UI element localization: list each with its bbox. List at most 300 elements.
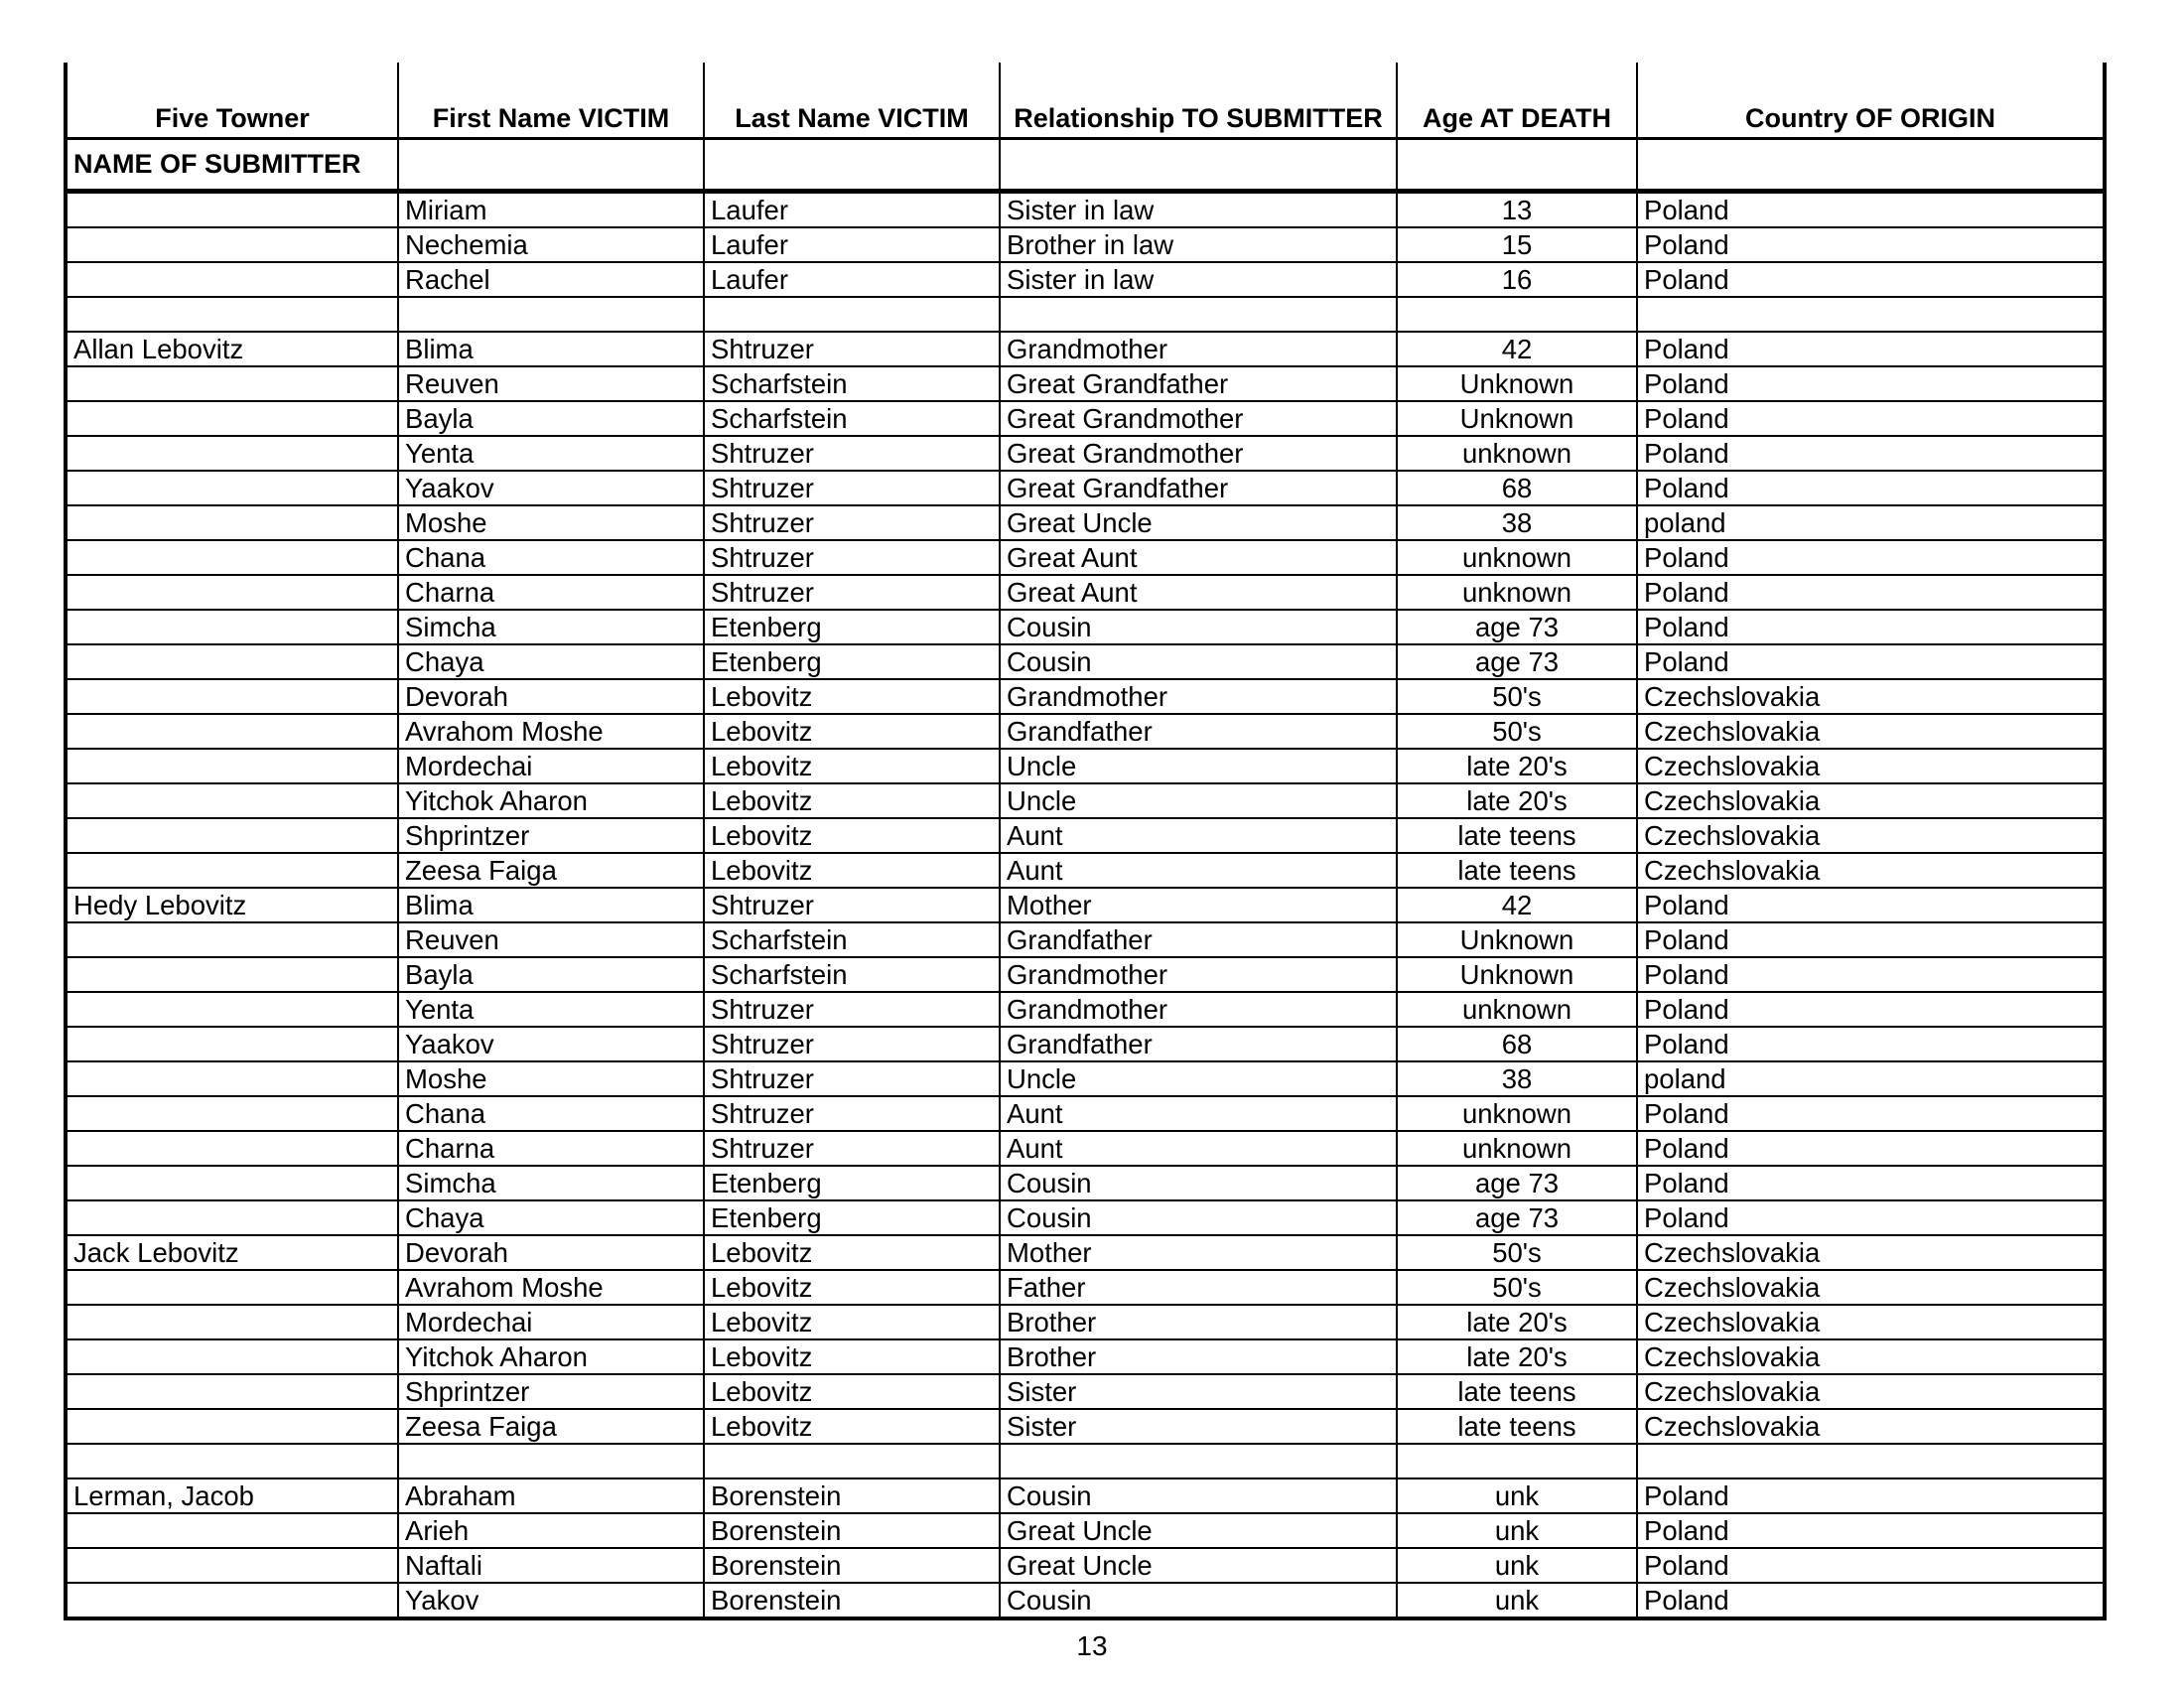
- last-name-cell: Shtruzer: [704, 505, 1000, 540]
- relationship-cell: Great Uncle: [1000, 1513, 1397, 1548]
- first-name-cell: Charna: [398, 575, 704, 610]
- age-cell: late 20's: [1397, 1305, 1637, 1339]
- table-row: [66, 1409, 2105, 1444]
- relationship-cell: Aunt: [1000, 853, 1397, 888]
- submitter-cell: Allan Lebovitz: [66, 332, 398, 366]
- relationship-cell: Grandmother: [1000, 992, 1397, 1027]
- relationship-cell: Brother in law: [1000, 227, 1397, 262]
- first-name-cell: Reuven: [398, 366, 704, 401]
- country-cell: Poland: [1637, 992, 2105, 1027]
- country-cell: [1637, 1444, 2105, 1478]
- age-cell: 38: [1397, 1061, 1637, 1096]
- submitter-cell: [66, 471, 398, 505]
- last-name-cell: Borenstein: [704, 1583, 1000, 1618]
- age-cell: 13: [1397, 192, 1637, 228]
- first-name-cell: Moshe: [398, 505, 704, 540]
- age-cell: Unknown: [1397, 366, 1637, 401]
- header-first-name: First Name VICTIM: [398, 63, 704, 139]
- first-name-cell: Chana: [398, 1096, 704, 1131]
- table-row: [66, 749, 2105, 783]
- relationship-cell: Grandmother: [1000, 957, 1397, 992]
- first-name-cell: [398, 297, 704, 332]
- header-name-of-submitter: NAME OF SUBMITTER: [66, 139, 398, 192]
- relationship-cell: Sister in law: [1000, 192, 1397, 228]
- table-row: [66, 853, 2105, 888]
- table-row: [66, 1027, 2105, 1061]
- submitter-cell: [66, 644, 398, 679]
- submitter-cell: [66, 1200, 398, 1235]
- table-row: [66, 332, 2105, 366]
- header-blank-cell: [1637, 139, 2105, 192]
- last-name-cell: Shtruzer: [704, 1061, 1000, 1096]
- first-name-cell: Reuven: [398, 922, 704, 957]
- table-row: [66, 992, 2105, 1027]
- first-name-cell: Nechemia: [398, 227, 704, 262]
- first-name-cell: Mordechai: [398, 1305, 704, 1339]
- last-name-cell: Lebovitz: [704, 679, 1000, 714]
- table-row: [66, 1305, 2105, 1339]
- last-name-cell: Etenberg: [704, 1200, 1000, 1235]
- first-name-cell: Blima: [398, 888, 704, 922]
- last-name-cell: Lebovitz: [704, 1305, 1000, 1339]
- country-cell: Czechslovakia: [1637, 783, 2105, 818]
- age-cell: unknown: [1397, 436, 1637, 471]
- table-row: [66, 1200, 2105, 1235]
- last-name-cell: Shtruzer: [704, 888, 1000, 922]
- table-row: [66, 505, 2105, 540]
- first-name-cell: Simcha: [398, 1166, 704, 1200]
- first-name-cell: Yaakov: [398, 1027, 704, 1061]
- country-cell: Czechslovakia: [1637, 853, 2105, 888]
- country-cell: Czechslovakia: [1637, 1305, 2105, 1339]
- relationship-cell: Grandmother: [1000, 679, 1397, 714]
- table-row: [66, 1548, 2105, 1583]
- header-blank-cell: [704, 139, 1000, 192]
- submitter-cell: [66, 192, 398, 228]
- relationship-cell: Great Grandfather: [1000, 366, 1397, 401]
- age-cell: 15: [1397, 227, 1637, 262]
- relationship-cell: Aunt: [1000, 818, 1397, 853]
- submitter-cell: [66, 714, 398, 749]
- country-cell: Czechslovakia: [1637, 714, 2105, 749]
- first-name-cell: Charna: [398, 1131, 704, 1166]
- submitter-cell: [66, 1409, 398, 1444]
- country-cell: Poland: [1637, 1548, 2105, 1583]
- submitter-cell: [66, 227, 398, 262]
- country-cell: Poland: [1637, 1096, 2105, 1131]
- relationship-cell: Mother: [1000, 1235, 1397, 1270]
- country-cell: Czechslovakia: [1637, 1339, 2105, 1374]
- last-name-cell: Shtruzer: [704, 575, 1000, 610]
- age-cell: late teens: [1397, 1409, 1637, 1444]
- header-blank-cell: [1397, 139, 1637, 192]
- header-blank-cell: [398, 139, 704, 192]
- first-name-cell: Bayla: [398, 957, 704, 992]
- first-name-cell: Yenta: [398, 436, 704, 471]
- table-row: [66, 401, 2105, 436]
- first-name-cell: Blima: [398, 332, 704, 366]
- country-cell: Poland: [1637, 1027, 2105, 1061]
- header-country: Country OF ORIGIN: [1637, 63, 2105, 139]
- table-row: [66, 540, 2105, 575]
- age-cell: late teens: [1397, 1374, 1637, 1409]
- submitter-cell: [66, 922, 398, 957]
- first-name-cell: Yaakov: [398, 471, 704, 505]
- table-row: [66, 644, 2105, 679]
- table-row: [66, 1478, 2105, 1513]
- age-cell: 50's: [1397, 1235, 1637, 1270]
- relationship-cell: Cousin: [1000, 1583, 1397, 1618]
- submitter-cell: [66, 1583, 398, 1618]
- table-row: [66, 783, 2105, 818]
- submitter-cell: [66, 1096, 398, 1131]
- last-name-cell: Borenstein: [704, 1513, 1000, 1548]
- first-name-cell: Yitchok Aharon: [398, 783, 704, 818]
- relationship-cell: Great Uncle: [1000, 1548, 1397, 1583]
- last-name-cell: Lebovitz: [704, 853, 1000, 888]
- last-name-cell: Shtruzer: [704, 1027, 1000, 1061]
- last-name-cell: Shtruzer: [704, 1096, 1000, 1131]
- last-name-cell: Etenberg: [704, 610, 1000, 644]
- last-name-cell: [704, 297, 1000, 332]
- table-row: [66, 1374, 2105, 1409]
- relationship-cell: Great Grandmother: [1000, 436, 1397, 471]
- age-cell: unk: [1397, 1513, 1637, 1548]
- age-cell: unknown: [1397, 540, 1637, 575]
- submitter-cell: [66, 436, 398, 471]
- relationship-cell: Uncle: [1000, 783, 1397, 818]
- submitter-cell: [66, 1339, 398, 1374]
- last-name-cell: Shtruzer: [704, 471, 1000, 505]
- age-cell: 50's: [1397, 679, 1637, 714]
- submitter-cell: [66, 1061, 398, 1096]
- submitter-cell: [66, 1131, 398, 1166]
- age-cell: 42: [1397, 888, 1637, 922]
- first-name-cell: Chana: [398, 540, 704, 575]
- relationship-cell: [1000, 1444, 1397, 1478]
- last-name-cell: Scharfstein: [704, 401, 1000, 436]
- submitter-cell: [66, 679, 398, 714]
- submitter-cell: [66, 505, 398, 540]
- country-cell: Czechslovakia: [1637, 1374, 2105, 1409]
- last-name-cell: Lebovitz: [704, 1270, 1000, 1305]
- column-header-row: [66, 63, 2105, 139]
- submitter-cell: [66, 262, 398, 297]
- last-name-cell: Shtruzer: [704, 1131, 1000, 1166]
- table-row: [66, 1270, 2105, 1305]
- table-row: [66, 1096, 2105, 1131]
- country-cell: Poland: [1637, 436, 2105, 471]
- table-row: [66, 575, 2105, 610]
- first-name-cell: Zeesa Faiga: [398, 1409, 704, 1444]
- first-name-cell: Devorah: [398, 679, 704, 714]
- first-name-cell: Shprintzer: [398, 818, 704, 853]
- submitter-cell: [66, 1513, 398, 1548]
- relationship-cell: Grandfather: [1000, 714, 1397, 749]
- country-cell: Poland: [1637, 1200, 2105, 1235]
- table-row: [66, 192, 2105, 228]
- submitter-cell: Hedy Lebovitz: [66, 888, 398, 922]
- victims-table-container: [64, 63, 2107, 1620]
- table-row: [66, 471, 2105, 505]
- age-cell: age 73: [1397, 1166, 1637, 1200]
- submitter-cell: [66, 1027, 398, 1061]
- country-cell: [1637, 297, 2105, 332]
- relationship-cell: Uncle: [1000, 1061, 1397, 1096]
- relationship-cell: Sister in law: [1000, 262, 1397, 297]
- last-name-cell: Lebovitz: [704, 1374, 1000, 1409]
- relationship-cell: Aunt: [1000, 1096, 1397, 1131]
- relationship-cell: Great Grandfather: [1000, 471, 1397, 505]
- country-cell: Poland: [1637, 471, 2105, 505]
- age-cell: late teens: [1397, 818, 1637, 853]
- table-row: [66, 1166, 2105, 1200]
- table-row: [66, 957, 2105, 992]
- submitter-cell: [66, 1305, 398, 1339]
- last-name-cell: Scharfstein: [704, 366, 1000, 401]
- submitter-cell: [66, 749, 398, 783]
- first-name-cell: Chaya: [398, 644, 704, 679]
- age-cell: unknown: [1397, 992, 1637, 1027]
- table-row: [66, 1339, 2105, 1374]
- country-cell: Poland: [1637, 1166, 2105, 1200]
- relationship-cell: Cousin: [1000, 1166, 1397, 1200]
- relationship-cell: Uncle: [1000, 749, 1397, 783]
- last-name-cell: Lebovitz: [704, 1409, 1000, 1444]
- relationship-cell: Mother: [1000, 888, 1397, 922]
- first-name-cell: Yenta: [398, 992, 704, 1027]
- last-name-cell: Shtruzer: [704, 436, 1000, 471]
- age-cell: Unknown: [1397, 957, 1637, 992]
- submitter-cell: [66, 575, 398, 610]
- country-cell: Poland: [1637, 1513, 2105, 1548]
- relationship-cell: Cousin: [1000, 1200, 1397, 1235]
- last-name-cell: Laufer: [704, 262, 1000, 297]
- age-cell: 50's: [1397, 1270, 1637, 1305]
- relationship-cell: Grandmother: [1000, 332, 1397, 366]
- first-name-cell: Shprintzer: [398, 1374, 704, 1409]
- first-name-cell: Avrahom Moshe: [398, 714, 704, 749]
- submitter-cell: [66, 401, 398, 436]
- submitter-cell: [66, 818, 398, 853]
- last-name-cell: Etenberg: [704, 644, 1000, 679]
- relationship-cell: Aunt: [1000, 1131, 1397, 1166]
- age-cell: unknown: [1397, 1131, 1637, 1166]
- last-name-cell: Shtruzer: [704, 540, 1000, 575]
- relationship-cell: Cousin: [1000, 1478, 1397, 1513]
- first-name-cell: Rachel: [398, 262, 704, 297]
- submitter-cell: [66, 1270, 398, 1305]
- age-cell: late 20's: [1397, 1339, 1637, 1374]
- table-row: [66, 436, 2105, 471]
- age-cell: age 73: [1397, 610, 1637, 644]
- table-row: [66, 1061, 2105, 1096]
- age-cell: 68: [1397, 471, 1637, 505]
- relationship-cell: Father: [1000, 1270, 1397, 1305]
- country-cell: Poland: [1637, 888, 2105, 922]
- relationship-cell: Sister: [1000, 1374, 1397, 1409]
- table-row: [66, 1583, 2105, 1618]
- submitter-cell: Lerman, Jacob: [66, 1478, 398, 1513]
- country-cell: Poland: [1637, 262, 2105, 297]
- age-cell: 16: [1397, 262, 1637, 297]
- table-body: [66, 192, 2105, 1619]
- first-name-cell: Naftali: [398, 1548, 704, 1583]
- table-row: [66, 888, 2105, 922]
- country-cell: Poland: [1637, 1131, 2105, 1166]
- age-cell: unk: [1397, 1478, 1637, 1513]
- victims-table: [64, 63, 2107, 1620]
- last-name-cell: Laufer: [704, 227, 1000, 262]
- last-name-cell: Lebovitz: [704, 783, 1000, 818]
- last-name-cell: Scharfstein: [704, 957, 1000, 992]
- table-row: [66, 366, 2105, 401]
- country-cell: Poland: [1637, 610, 2105, 644]
- relationship-cell: Great Aunt: [1000, 540, 1397, 575]
- submitter-cell: [66, 610, 398, 644]
- submitter-cell: [66, 1374, 398, 1409]
- age-cell: [1397, 1444, 1637, 1478]
- country-cell: Czechslovakia: [1637, 1235, 2105, 1270]
- submitter-cell: [66, 853, 398, 888]
- table-row: [66, 1131, 2105, 1166]
- country-cell: Poland: [1637, 540, 2105, 575]
- relationship-cell: Brother: [1000, 1305, 1397, 1339]
- age-cell: unk: [1397, 1583, 1637, 1618]
- relationship-cell: Sister: [1000, 1409, 1397, 1444]
- header-five-towner: Five Towner: [66, 63, 398, 139]
- submitter-cell: [66, 783, 398, 818]
- header-last-name: Last Name VICTIM: [704, 63, 1000, 139]
- relationship-cell: Grandfather: [1000, 922, 1397, 957]
- last-name-cell: Laufer: [704, 192, 1000, 228]
- country-cell: Poland: [1637, 401, 2105, 436]
- country-cell: Poland: [1637, 192, 2105, 228]
- country-cell: Poland: [1637, 922, 2105, 957]
- table-row: [66, 1235, 2105, 1270]
- last-name-cell: Shtruzer: [704, 992, 1000, 1027]
- last-name-cell: Lebovitz: [704, 714, 1000, 749]
- submitter-cell: [66, 1444, 398, 1478]
- country-cell: Poland: [1637, 1583, 2105, 1618]
- age-cell: 38: [1397, 505, 1637, 540]
- age-cell: age 73: [1397, 1200, 1637, 1235]
- table-row: [66, 262, 2105, 297]
- last-name-cell: Lebovitz: [704, 1339, 1000, 1374]
- last-name-cell: [704, 1444, 1000, 1478]
- last-name-cell: Scharfstein: [704, 922, 1000, 957]
- relationship-cell: Grandfather: [1000, 1027, 1397, 1061]
- table-row: [66, 922, 2105, 957]
- first-name-cell: Mordechai: [398, 749, 704, 783]
- submitter-cell: [66, 1548, 398, 1583]
- country-cell: Poland: [1637, 957, 2105, 992]
- submitter-cell: Jack Lebovitz: [66, 1235, 398, 1270]
- country-cell: Poland: [1637, 366, 2105, 401]
- age-cell: age 73: [1397, 644, 1637, 679]
- table-row: [66, 679, 2105, 714]
- relationship-cell: Brother: [1000, 1339, 1397, 1374]
- first-name-cell: Arieh: [398, 1513, 704, 1548]
- first-name-cell: Abraham: [398, 1478, 704, 1513]
- last-name-cell: Etenberg: [704, 1166, 1000, 1200]
- country-cell: Czechslovakia: [1637, 818, 2105, 853]
- table-row: [66, 714, 2105, 749]
- age-cell: Unknown: [1397, 922, 1637, 957]
- country-cell: poland: [1637, 1061, 2105, 1096]
- age-cell: late teens: [1397, 853, 1637, 888]
- relationship-cell: Cousin: [1000, 610, 1397, 644]
- age-cell: Unknown: [1397, 401, 1637, 436]
- country-cell: Poland: [1637, 575, 2105, 610]
- age-cell: late 20's: [1397, 783, 1637, 818]
- country-cell: Poland: [1637, 644, 2105, 679]
- table-row: [66, 297, 2105, 332]
- first-name-cell: Simcha: [398, 610, 704, 644]
- first-name-cell: Bayla: [398, 401, 704, 436]
- age-cell: 68: [1397, 1027, 1637, 1061]
- age-cell: unk: [1397, 1548, 1637, 1583]
- table-row: [66, 1444, 2105, 1478]
- age-cell: [1397, 297, 1637, 332]
- country-cell: Czechslovakia: [1637, 679, 2105, 714]
- first-name-cell: Avrahom Moshe: [398, 1270, 704, 1305]
- relationship-cell: Great Grandmother: [1000, 401, 1397, 436]
- last-name-cell: Borenstein: [704, 1548, 1000, 1583]
- header-relationship: Relationship TO SUBMITTER: [1000, 63, 1397, 139]
- country-cell: Czechslovakia: [1637, 1270, 2105, 1305]
- submitter-cell: [66, 957, 398, 992]
- first-name-cell: Moshe: [398, 1061, 704, 1096]
- relationship-cell: Cousin: [1000, 644, 1397, 679]
- relationship-cell: Great Aunt: [1000, 575, 1397, 610]
- table-row: [66, 227, 2105, 262]
- last-name-cell: Lebovitz: [704, 818, 1000, 853]
- submitter-cell: [66, 366, 398, 401]
- submitter-cell: [66, 1166, 398, 1200]
- last-name-cell: Lebovitz: [704, 1235, 1000, 1270]
- last-name-cell: Shtruzer: [704, 332, 1000, 366]
- age-cell: 42: [1397, 332, 1637, 366]
- relationship-cell: [1000, 297, 1397, 332]
- page-number: 13: [1076, 1630, 1108, 1661]
- submitter-cell: [66, 992, 398, 1027]
- first-name-cell: [398, 1444, 704, 1478]
- first-name-cell: Yakov: [398, 1583, 704, 1618]
- header-blank-cell: [1000, 139, 1397, 192]
- first-name-cell: Chaya: [398, 1200, 704, 1235]
- relationship-cell: Great Uncle: [1000, 505, 1397, 540]
- first-name-cell: Zeesa Faiga: [398, 853, 704, 888]
- table-row: [66, 818, 2105, 853]
- first-name-cell: Miriam: [398, 192, 704, 228]
- age-cell: 50's: [1397, 714, 1637, 749]
- first-name-cell: Devorah: [398, 1235, 704, 1270]
- last-name-cell: Borenstein: [704, 1478, 1000, 1513]
- header-age: Age AT DEATH: [1397, 63, 1637, 139]
- country-cell: Poland: [1637, 1478, 2105, 1513]
- submitter-header-row: [66, 139, 2105, 192]
- table-row: [66, 1513, 2105, 1548]
- age-cell: late 20's: [1397, 749, 1637, 783]
- age-cell: unknown: [1397, 1096, 1637, 1131]
- country-cell: poland: [1637, 505, 2105, 540]
- country-cell: Poland: [1637, 332, 2105, 366]
- age-cell: unknown: [1397, 575, 1637, 610]
- country-cell: Czechslovakia: [1637, 1409, 2105, 1444]
- first-name-cell: Yitchok Aharon: [398, 1339, 704, 1374]
- table-row: [66, 610, 2105, 644]
